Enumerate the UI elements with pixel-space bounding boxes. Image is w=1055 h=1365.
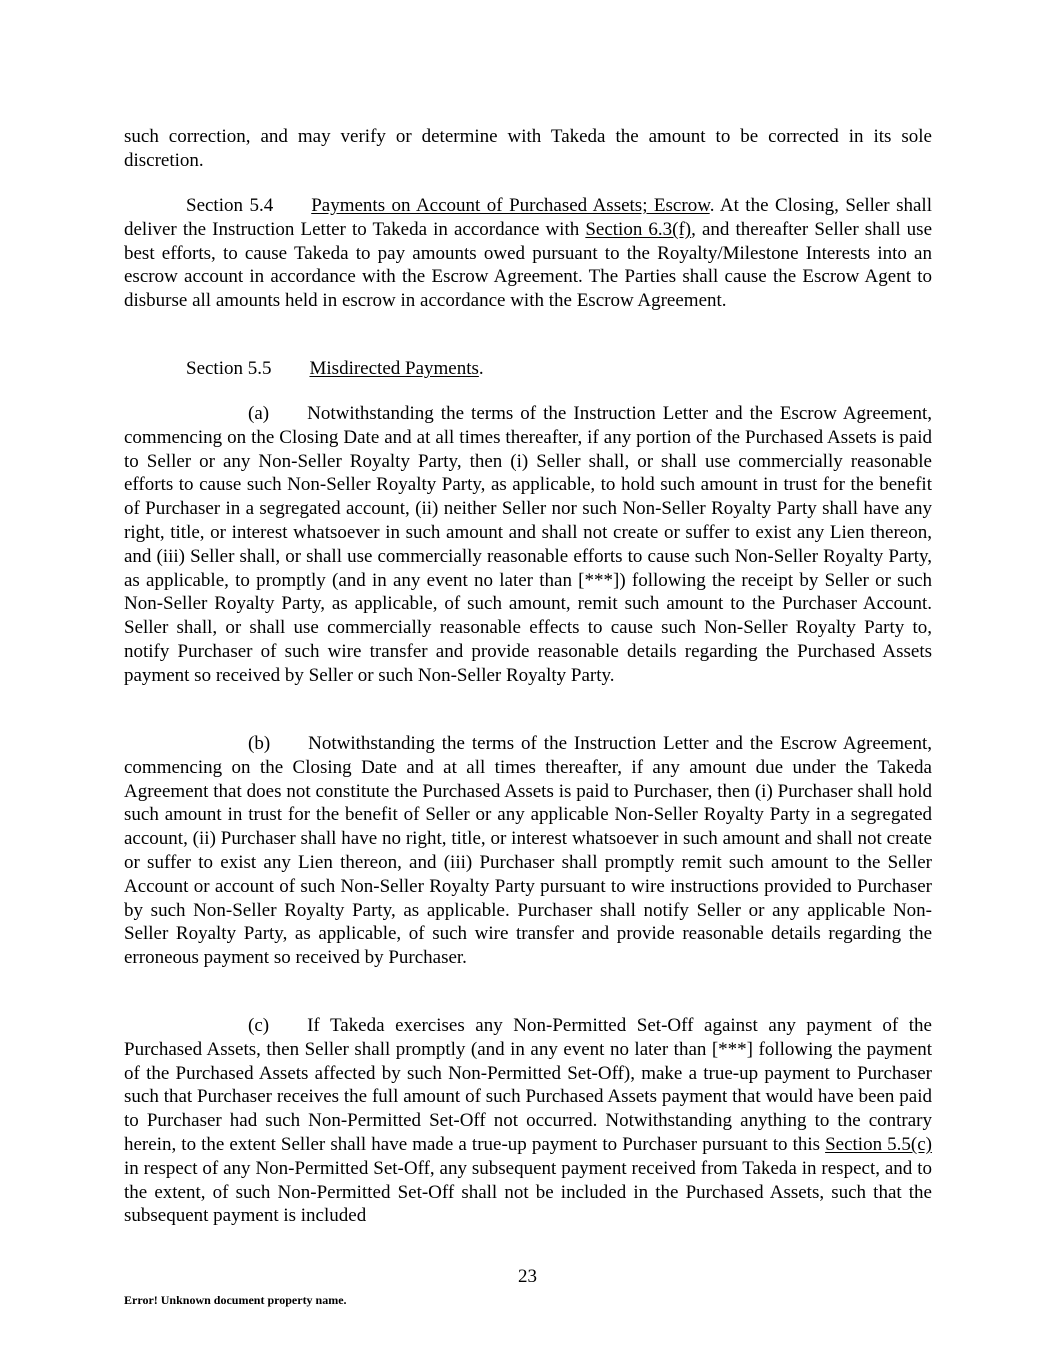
subsection-text: in respect of any Non-Permitted Set-Off, any subsequent payment received from Takeda in respect, and to the extent, of such Non-Permitted Set-Off shall not be included in the Purchased Assets, such that the subsequent payment is included [124,1157,932,1227]
subsection-label: (c) [248,1015,270,1036]
section-5-5 [124,357,932,381]
section-reference: Section 5.5(c) [825,1133,932,1155]
section-5-4 [124,194,932,313]
section-label: Section 5.5 [186,358,272,379]
heading-period: . [478,358,484,379]
subsection-text: Notwithstanding the terms of the Instruction Letter and the Escrow Agreement, commencing on the Closing Date and at all times thereafter, if any amount due under the Takeda Agreement that does not constitute the Purchased Assets is paid to Purchaser, then (i) Purchaser shall hold such amount in trust for the benefit of Seller or any applicable Non-Seller Royalty Party in a segregated account, (ii) Purchaser shall have no right, title, or interest whatsoever in such amount and shall not create or suffer to exist any Lien thereon, and (iii) Purchaser shall promptly remit such amount to the Seller Account or account of such Non-Seller Royalty Party pursuant to wire instructions provided to Purchaser by such Non-Seller Royalty Party, as applicable. Purchaser shall notify Seller or any applicable Non-Seller Royalty Party, as applicable, of such wire transfer and provide reasonable details regarding the erroneous payment so received by Purchaser. [124,733,932,969]
section-heading: Misdirected Payments [309,358,479,379]
subsection-label: (a) [248,403,270,424]
paragraph-text: such correction, and may verify or determine with Takeda the amount to be corrected in its sole discretion. [124,126,932,171]
subsection-text: Notwithstanding the terms of the Instruction Letter and the Escrow Agreement, commencing on the Closing Date and at all times thereafter, if any portion of the Purchased Assets is paid to Seller or any Non-Seller Royalty Party, then (i) Seller shall, or shall use commercially reasonable efforts to cause such Non-Seller Royalty Party, as applicable, to hold such amount in trust for the benefit of Purchaser in a segregated account, (ii) neither Seller nor such Non-Seller Royalty Party shall have any right, title, or interest whatsoever in such amount and shall not create or suffer to exist any Lien thereon, and (iii) Seller shall, or shall use commercially reasonable efforts to cause such Non-Seller Royalty Party, as applicable, to promptly (and in any event no later than [***]) following the receipt by Seller or such Non-Seller Royalty Party, as applicable, of such amount, remit such amount to the Purchaser Account. Seller shall, or shall use commercially reasonable effects to cause such Non-Seller Royalty Party to, notify Purchaser of such wire transfer and provide reasonable details regarding the Purchased Assets payment so received by Seller or such Non-Seller Royalty Party. [124,403,932,686]
section-text: , and thereafter Seller shall use best efforts, to cause Takeda to pay amounts owed pursuant to the Royalty/Milestone Interests into an escrow account in accordance with the Escrow Agreement. The Parties shall cause the Escrow Agent to disburse all amounts held in escrow in accordance with the Escrow Agreement. [124,218,933,312]
paragraph-continuation [124,125,932,173]
section-heading: Payments on Account of Purchased Assets; Escrow [311,195,710,216]
subsection-text: If Takeda exercises any Non-Permitted Set-Off against any payment of the Purchased Assets, then Seller shall promptly (and in any event no later than [***] following the payment of the Purchased Assets affected by such Non-Permitted Set-Off), make a true-up payment to Purchaser such that Purchaser receives the full amount of such Purchased Assets payment that would have been paid to Purchaser had such Non-Permitted Set-Off not occurred. Notwithstanding anything to the contrary herein, to the extent Seller shall have made a true-up payment to Purchaser pursuant to this [124,1015,932,1155]
subsection-b [124,732,932,970]
subsection-a [124,402,932,688]
section-text: . At the Closing, Seller shall deliver the Instruction Letter to Takeda in accordance with [124,195,932,240]
page-number: 23 [518,1266,537,1287]
section-label: Section 5.4 [186,195,274,216]
subsection-c [124,1014,932,1228]
footer-text: Error! Unknown document property name. [124,1293,347,1307]
subsection-label: (b) [248,733,271,754]
section-reference: Section 6.3(f) [585,218,692,240]
